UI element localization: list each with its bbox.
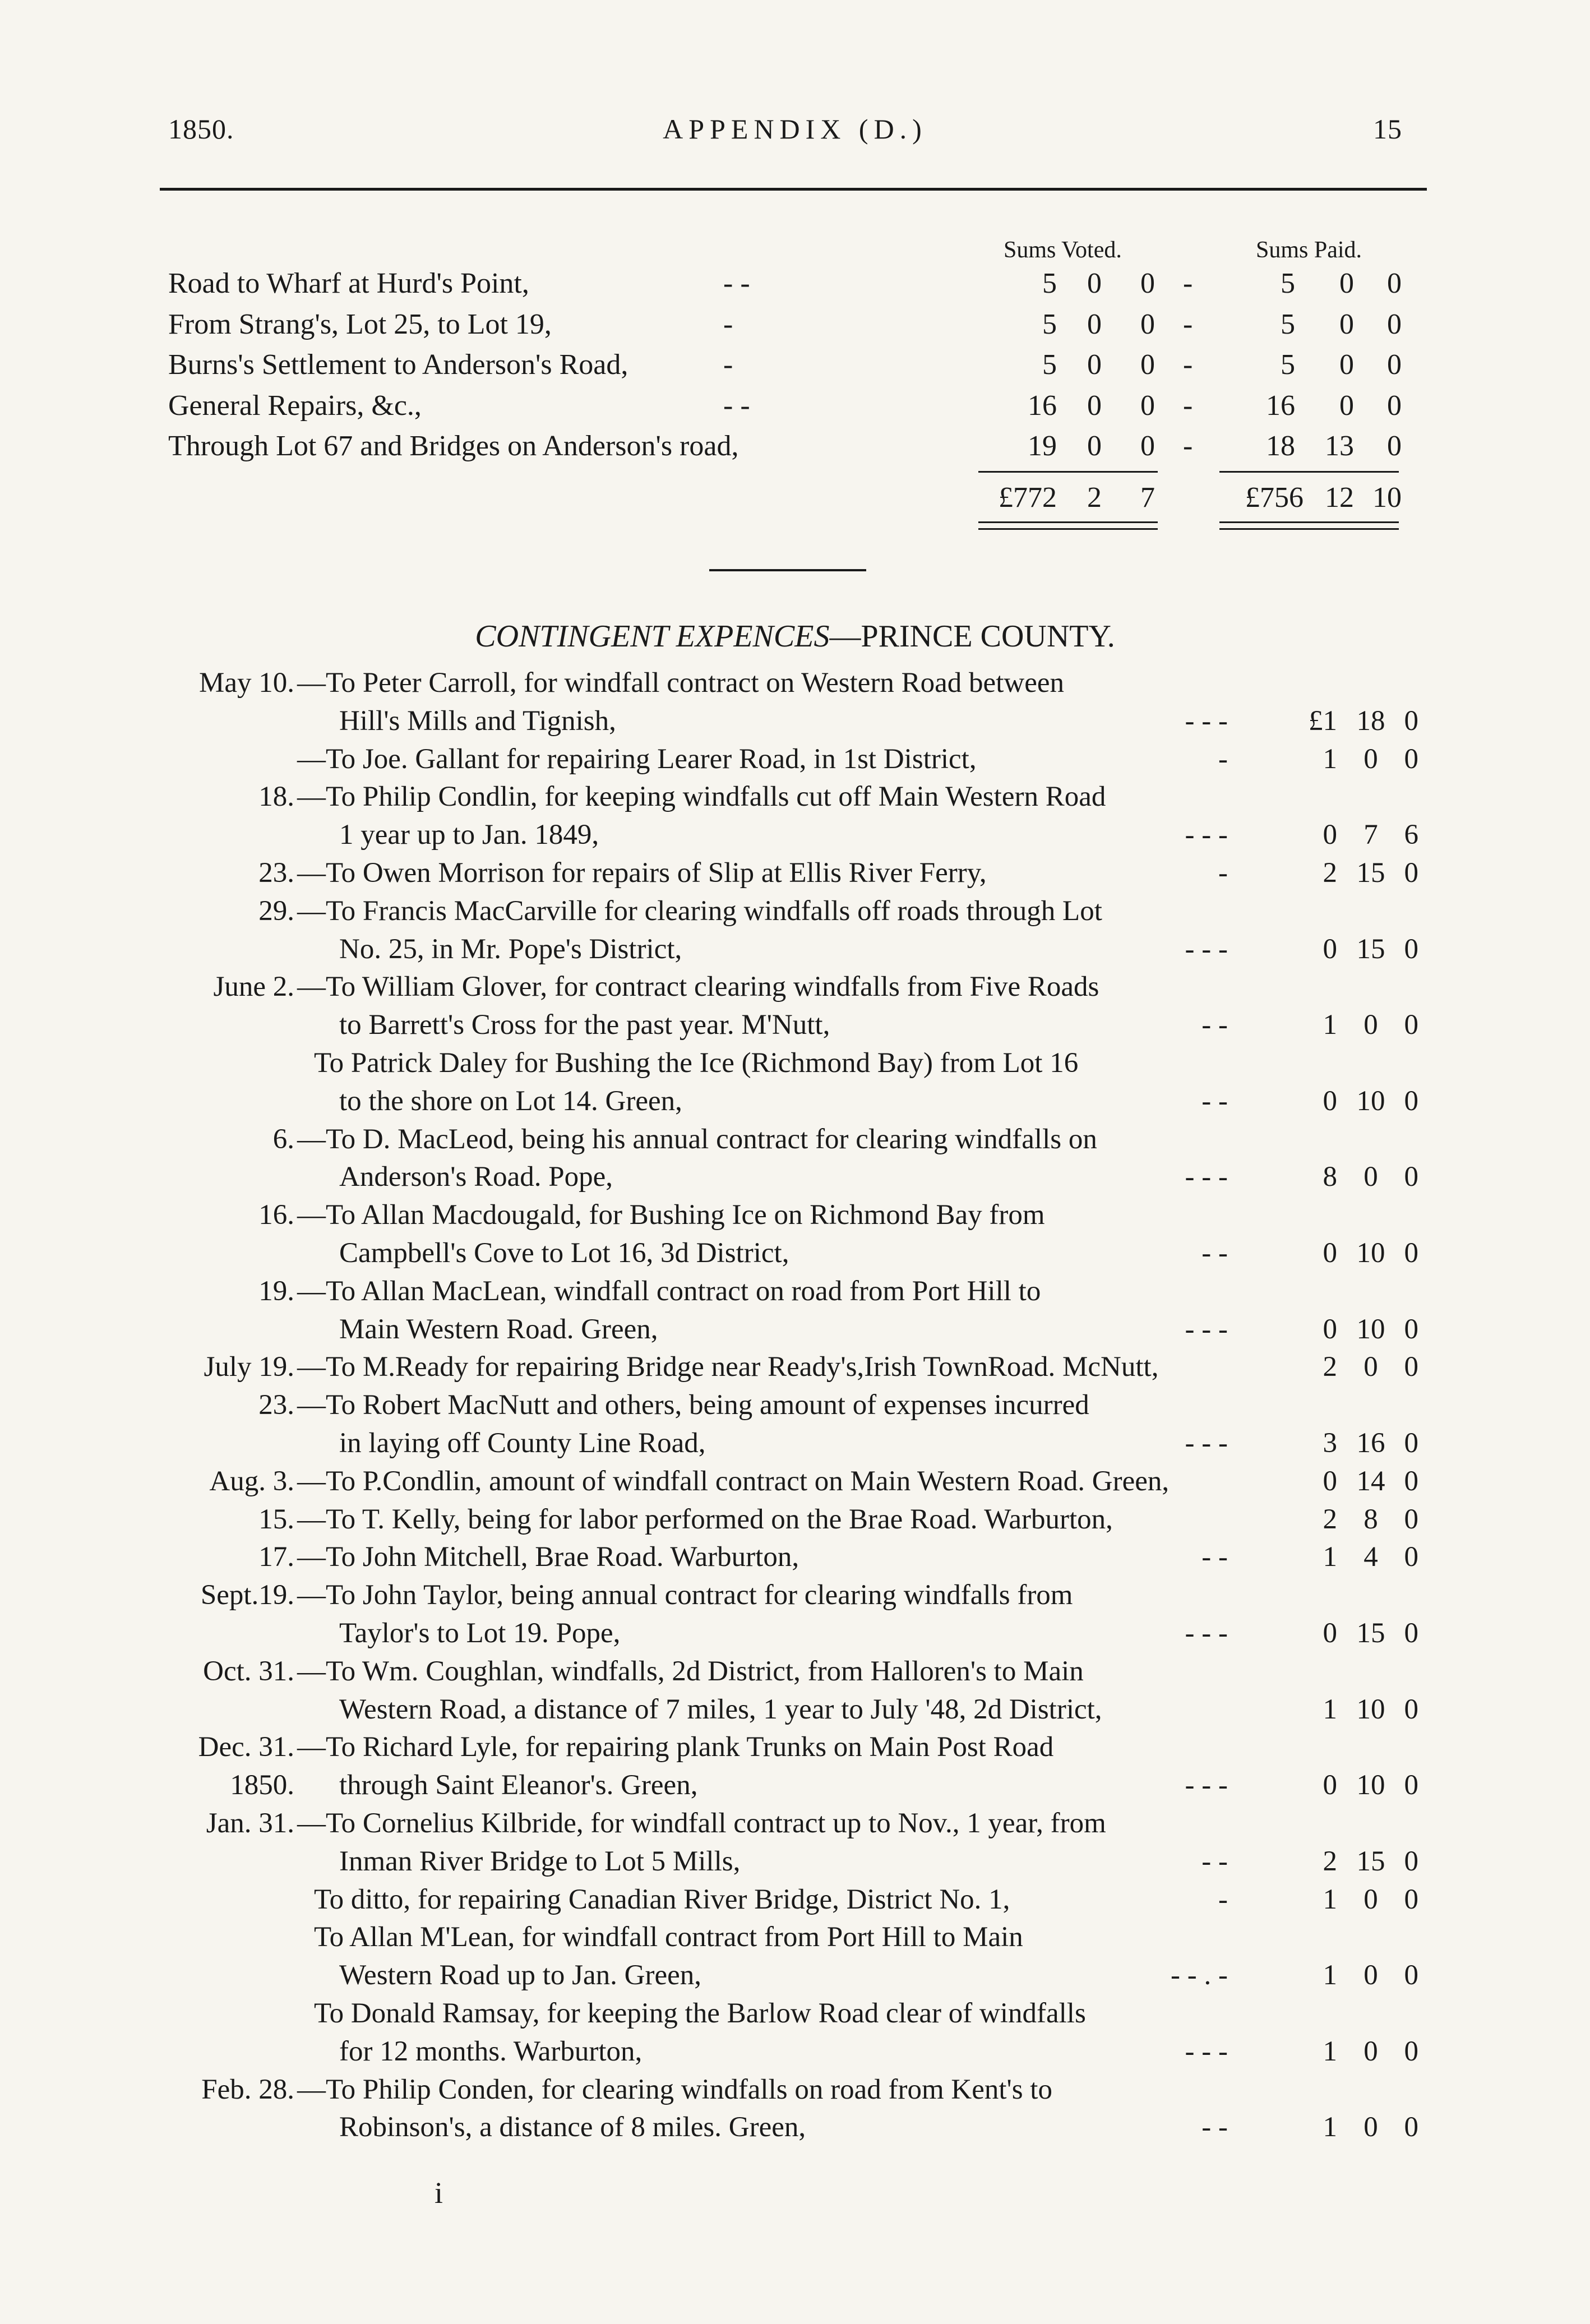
amount-pounds: 2 — [1323, 1503, 1337, 1535]
entry-text: —To Wm. Coughlan, windfalls, 2d District, from Halloren's to Main — [297, 1655, 1084, 1687]
amount-pounds: 0 — [1323, 1769, 1337, 1801]
amount-pounds: 1 — [1323, 1693, 1337, 1725]
amount-pence: 0 — [1404, 857, 1418, 889]
entry-date: June 2. — [213, 971, 294, 1003]
expense-entry — [0, 1045, 1590, 1083]
amount-shillings: 0 — [1363, 1161, 1378, 1193]
signature-mark: i — [435, 2176, 443, 2210]
entry-fill: - — [1218, 857, 1228, 889]
expense-entry — [0, 664, 1590, 703]
expense-entry — [0, 893, 1590, 931]
voted-shillings: 0 — [1087, 349, 1102, 381]
entry-date: 23. — [258, 857, 294, 889]
paid-pounds: 16 — [1266, 389, 1295, 422]
paid-shillings: 0 — [1339, 349, 1354, 381]
entry-date: Dec. 31. — [198, 1731, 294, 1763]
entry-text: —To Owen Morrison for repairs of Slip at Ellis River Ferry, — [297, 857, 987, 889]
amount-pounds: 1 — [1323, 1960, 1337, 1992]
amount-shillings: 0 — [1363, 2035, 1378, 2067]
amount-pounds: 1 — [1323, 2035, 1337, 2067]
voted-pence: 0 — [1140, 267, 1155, 299]
paid-shillings: 0 — [1339, 267, 1354, 299]
section-title-italic: CONTINGENT EXPENCES — [475, 619, 830, 654]
section-title — [0, 617, 1590, 656]
row-separator: - — [1183, 308, 1193, 340]
entry-fill: - - - — [1185, 1769, 1228, 1801]
amount-pence: 0 — [1404, 933, 1418, 965]
amount-pence: 0 — [1404, 1883, 1418, 1915]
voted-pounds: 5 — [1042, 308, 1057, 340]
voted-shillings: 0 — [1087, 389, 1102, 422]
entry-fill: - - — [1201, 1541, 1228, 1573]
page-number: 15 — [1373, 113, 1402, 145]
paid-pounds: 5 — [1281, 308, 1295, 340]
road-fill: - — [723, 308, 733, 340]
road-row — [0, 386, 1590, 426]
expense-entry — [0, 1767, 1590, 1805]
amount-pence: 0 — [1404, 2035, 1418, 2067]
amount-pence: 0 — [1404, 1503, 1418, 1535]
entry-text: Anderson's Road. Pope, — [339, 1161, 613, 1193]
road-row — [0, 264, 1590, 304]
paid-pence: 0 — [1387, 430, 1402, 462]
road-row — [0, 304, 1590, 345]
col-voted-heading: Sums Voted. — [1004, 237, 1122, 263]
entry-fill: - - — [1201, 1009, 1228, 1041]
entry-text: —To Philip Condlin, for keeping windfalls cut off Main Western Road — [297, 781, 1106, 813]
entry-text: —To T. Kelly, being for labor performed on the Brae Road. Warburton, — [297, 1503, 1113, 1535]
voted-pounds: 19 — [1028, 430, 1057, 462]
entry-text: Robinson's, a distance of 8 miles. Green, — [339, 2112, 806, 2143]
paid-pence: 0 — [1387, 349, 1402, 381]
expense-entry — [0, 968, 1590, 1006]
amount-pounds: 2 — [1323, 857, 1337, 889]
entry-fill: - - - — [1185, 2035, 1228, 2067]
entry-text: To Donald Ramsay, for keeping the Barlow Road clear of windfalls — [314, 1998, 1086, 2029]
entry-text: —To Philip Conden, for clearing windfalls on road from Kent's to — [297, 2073, 1052, 2105]
expense-entry — [0, 1957, 1590, 1995]
entry-date: 18. — [258, 781, 294, 813]
entry-fill: - - — [1201, 2112, 1228, 2143]
amount-pounds: 1 — [1323, 1541, 1337, 1573]
road-row — [0, 426, 1590, 466]
amount-pounds: 1 — [1323, 743, 1337, 775]
amount-pence: 0 — [1404, 1769, 1418, 1801]
expense-entry — [0, 703, 1590, 741]
expense-entry — [0, 1691, 1590, 1729]
row-separator: - — [1183, 389, 1193, 422]
entry-text: —To Robert MacNutt and others, being amount of expenses incurred — [297, 1389, 1089, 1421]
expense-entry — [0, 1425, 1590, 1463]
entry-text: To ditto, for repairing Canadian River Bridge, District No. 1, — [314, 1883, 1010, 1915]
paid-pence: 0 — [1387, 267, 1402, 299]
amount-shillings: 0 — [1363, 1960, 1378, 1992]
amount-shillings: 0 — [1363, 1009, 1378, 1041]
amount-pence: 0 — [1404, 1351, 1418, 1383]
amount-pence: 0 — [1404, 1009, 1418, 1041]
road-label: Burns's Settlement to Anderson's Road, — [168, 349, 628, 381]
entry-text: —To Cornelius Kilbride, for windfall contract up to Nov., 1 year, from — [297, 1808, 1106, 1839]
amount-pence: 0 — [1404, 1618, 1418, 1649]
total-rule-top-paid — [1219, 471, 1399, 473]
entry-text: in laying off County Line Road, — [339, 1427, 706, 1459]
amount-pounds: 8 — [1323, 1161, 1337, 1193]
entry-fill: - - - — [1185, 819, 1228, 851]
entry-fill: - - — [1201, 1237, 1228, 1269]
amount-shillings: 8 — [1363, 1503, 1378, 1535]
amount-shillings: 16 — [1356, 1427, 1385, 1459]
road-fill: - - — [723, 267, 750, 299]
amount-pounds: 1 — [1323, 2112, 1337, 2143]
amount-pounds: £1 — [1309, 705, 1337, 737]
amount-pence: 0 — [1404, 1085, 1418, 1117]
amount-pounds: 0 — [1323, 1465, 1337, 1497]
amount-pounds: 2 — [1323, 1845, 1337, 1877]
entry-text: Inman River Bridge to Lot 5 Mills, — [339, 1845, 741, 1877]
entry-text: —To P.Condlin, amount of windfall contract on Main Western Road. Green, — [297, 1465, 1170, 1497]
amount-shillings: 0 — [1363, 1883, 1378, 1915]
amount-shillings: 10 — [1356, 1085, 1385, 1117]
amount-shillings: 10 — [1356, 1237, 1385, 1269]
paid-pounds: 5 — [1281, 267, 1295, 299]
section-title-rest: —PRINCE COUNTY. — [829, 619, 1115, 654]
entry-text: To Patrick Daley for Bushing the Ice (Richmond Bay) from Lot 16 — [314, 1047, 1079, 1079]
row-separator: - — [1183, 349, 1193, 381]
amount-pounds: 2 — [1323, 1351, 1337, 1383]
amount-shillings: 14 — [1356, 1465, 1385, 1497]
paid-shillings: 0 — [1339, 389, 1354, 422]
entry-text: —To Allan MacLean, windfall contract on road from Port Hill to — [297, 1275, 1041, 1307]
amount-pence: 0 — [1404, 1161, 1418, 1193]
amount-pence: 0 — [1404, 1541, 1418, 1573]
total-rule-bottom-voted-2 — [978, 528, 1158, 530]
total-rule-bottom-voted-1 — [978, 521, 1158, 523]
amount-pounds: 1 — [1323, 1883, 1337, 1915]
road-label: Road to Wharf at Hurd's Point, — [168, 267, 529, 299]
entry-fill: - - - — [1185, 705, 1228, 737]
amount-shillings: 15 — [1356, 1845, 1385, 1877]
expense-entry — [0, 1463, 1590, 1501]
entry-date: Sept.19. — [200, 1579, 294, 1611]
entry-fill: - - - — [1185, 1618, 1228, 1649]
entry-date: Jan. 31. — [206, 1808, 294, 1839]
entry-date: 1850. — [230, 1769, 294, 1801]
voted-pence: 0 — [1140, 349, 1155, 381]
row-separator: - — [1183, 267, 1193, 299]
paid-pounds: 5 — [1281, 349, 1295, 381]
entry-date: May 10. — [199, 667, 294, 699]
expense-entry — [0, 1729, 1590, 1767]
entry-date: Feb. 28. — [201, 2073, 294, 2105]
expense-entry — [0, 1387, 1590, 1425]
expense-entry — [0, 1348, 1590, 1387]
entry-text: —To John Mitchell, Brae Road. Warburton, — [297, 1541, 799, 1573]
expense-entry — [0, 2071, 1590, 2109]
total-paid-shillings: 12 — [1325, 482, 1354, 514]
amount-shillings: 15 — [1356, 857, 1385, 889]
entry-date: 29. — [258, 895, 294, 927]
road-fill: - — [723, 349, 733, 381]
amount-pounds: 0 — [1323, 1237, 1337, 1269]
amount-pence: 0 — [1404, 1465, 1418, 1497]
entry-date: 17. — [258, 1541, 294, 1573]
section-divider — [709, 569, 866, 571]
header-year: 1850. — [168, 113, 234, 145]
expense-entry — [0, 1273, 1590, 1311]
expense-entry — [0, 1158, 1590, 1196]
expense-entry — [0, 854, 1590, 893]
entry-fill: - - — [1201, 1845, 1228, 1877]
expense-entry — [0, 1881, 1590, 1919]
entry-text: —To M.Ready for repairing Bridge near Ready's,Irish TownRoad. McNutt, — [297, 1351, 1159, 1383]
amount-pence: 0 — [1404, 1693, 1418, 1725]
paid-pence: 0 — [1387, 389, 1402, 422]
amount-pence: 0 — [1404, 1960, 1418, 1992]
entry-fill: - - - — [1185, 1427, 1228, 1459]
entry-text: —To Peter Carroll, for windfall contract on Western Road between — [297, 667, 1064, 699]
entry-text: No. 25, in Mr. Pope's District, — [339, 933, 682, 965]
entry-date: Aug. 3. — [209, 1465, 294, 1497]
amount-pounds: 1 — [1323, 1009, 1337, 1041]
amount-shillings: 0 — [1363, 1351, 1378, 1383]
amount-pence: 0 — [1404, 743, 1418, 775]
amount-shillings: 4 — [1363, 1541, 1378, 1573]
expense-entry — [0, 1121, 1590, 1159]
amount-pence: 0 — [1404, 1313, 1418, 1345]
amount-shillings: 10 — [1356, 1769, 1385, 1801]
voted-pence: 0 — [1140, 389, 1155, 422]
voted-pence: 0 — [1140, 430, 1155, 462]
voted-pounds: 5 — [1042, 267, 1057, 299]
expense-entry — [0, 741, 1590, 779]
entry-text: —To William Glover, for contract clearing windfalls from Five Roads — [297, 971, 1099, 1003]
expense-entry — [0, 1083, 1590, 1121]
amount-shillings: 18 — [1356, 705, 1385, 737]
entry-text: Campbell's Cove to Lot 16, 3d District, — [339, 1237, 789, 1269]
expense-entry — [0, 778, 1590, 816]
amount-pounds: 0 — [1323, 1313, 1337, 1345]
totals-row — [0, 478, 1590, 518]
entry-date: 23. — [258, 1389, 294, 1421]
entry-text: To Allan M'Lean, for windfall contract from Port Hill to Main — [314, 1921, 1023, 1953]
entry-text: Taylor's to Lot 19. Pope, — [339, 1618, 621, 1649]
amount-shillings: 15 — [1356, 1618, 1385, 1649]
expense-entry — [0, 1577, 1590, 1615]
voted-shillings: 0 — [1087, 430, 1102, 462]
amount-shillings: 10 — [1356, 1313, 1385, 1345]
entry-text: —To Richard Lyle, for repairing plank Trunks on Main Post Road — [297, 1731, 1054, 1763]
voted-pounds: 5 — [1042, 349, 1057, 381]
entry-date: 19. — [258, 1275, 294, 1307]
entry-text: 1 year up to Jan. 1849, — [339, 819, 599, 851]
expense-entry — [0, 1538, 1590, 1577]
total-rule-bottom-paid-1 — [1219, 521, 1399, 523]
total-rule-bottom-paid-2 — [1219, 528, 1399, 530]
amount-shillings: 7 — [1363, 819, 1378, 851]
expense-entry — [0, 1805, 1590, 1843]
entry-text: Western Road, a distance of 7 miles, 1 year to July '48, 2d District, — [339, 1693, 1102, 1725]
header-title: APPENDIX (D.) — [663, 113, 927, 145]
expense-entry — [0, 1196, 1590, 1235]
amount-pence: 0 — [1404, 1237, 1418, 1269]
amount-pounds: 3 — [1323, 1427, 1337, 1459]
road-label: From Strang's, Lot 25, to Lot 19, — [168, 308, 552, 340]
amount-shillings: 15 — [1356, 933, 1385, 965]
expense-entry — [0, 2033, 1590, 2071]
amount-pounds: 0 — [1323, 1085, 1337, 1117]
amount-pounds: 0 — [1323, 819, 1337, 851]
entry-fill: - — [1218, 743, 1228, 775]
expense-entry — [0, 1006, 1590, 1045]
entry-text: Hill's Mills and Tignish, — [339, 705, 616, 737]
total-voted-pounds: £772 — [999, 482, 1057, 514]
paid-shillings: 0 — [1339, 308, 1354, 340]
total-paid-pounds: £756 — [1245, 482, 1304, 514]
entry-text: Western Road up to Jan. Green, — [339, 1960, 701, 1992]
expense-entry — [0, 1311, 1590, 1349]
amount-pounds: 0 — [1323, 1618, 1337, 1649]
amount-shillings: 10 — [1356, 1693, 1385, 1725]
amount-pence: 0 — [1404, 1845, 1418, 1877]
entry-text: —To Joe. Gallant for repairing Learer Road, in 1st District, — [297, 743, 977, 775]
entry-text: for 12 months. Warburton, — [339, 2035, 643, 2067]
entry-date: 16. — [258, 1199, 294, 1231]
entry-fill: - — [1218, 1883, 1228, 1915]
paid-pounds: 18 — [1266, 430, 1295, 462]
amount-pence: 0 — [1404, 2112, 1418, 2143]
amount-shillings: 0 — [1363, 2112, 1378, 2143]
entry-date: July 19. — [204, 1351, 294, 1383]
voted-pounds: 16 — [1028, 389, 1057, 422]
col-paid-heading: Sums Paid. — [1256, 237, 1362, 263]
header-rule — [160, 188, 1427, 191]
expense-entry — [0, 1235, 1590, 1273]
entry-text: Main Western Road. Green, — [339, 1313, 658, 1345]
voted-pence: 0 — [1140, 308, 1155, 340]
entry-date: Oct. 31. — [203, 1655, 294, 1687]
road-label: General Repairs, &c., — [168, 389, 422, 422]
amount-shillings: 0 — [1363, 743, 1378, 775]
expense-entry — [0, 1501, 1590, 1539]
expense-entry — [0, 1919, 1590, 1957]
amount-pence: 6 — [1404, 819, 1418, 851]
total-voted-shillings: 2 — [1087, 482, 1102, 514]
expense-entry — [0, 1615, 1590, 1653]
entry-text: —To D. MacLeod, being his annual contract for clearing windfalls on — [297, 1123, 1097, 1155]
expense-entry — [0, 931, 1590, 969]
entry-fill: - - - — [1185, 1313, 1228, 1345]
expense-entry — [0, 1995, 1590, 2033]
entry-date: 6. — [272, 1123, 294, 1155]
entry-date: 15. — [258, 1503, 294, 1535]
total-paid-pence: 10 — [1372, 482, 1402, 514]
entry-fill: - - - — [1185, 933, 1228, 965]
expense-entry — [0, 2109, 1590, 2147]
expense-entry — [0, 1843, 1590, 1881]
entry-text: —To John Taylor, being annual contract for clearing windfalls from — [297, 1579, 1073, 1611]
row-separator: - — [1183, 430, 1193, 462]
paid-shillings: 13 — [1325, 430, 1354, 462]
amount-pounds: 0 — [1323, 933, 1337, 965]
entry-fill: - - . - — [1171, 1960, 1228, 1992]
entry-fill: - - — [1201, 1085, 1228, 1117]
total-rule-top-voted — [978, 471, 1158, 473]
entry-text: —To Francis MacCarville for clearing windfalls off roads through Lot — [297, 895, 1102, 927]
road-row — [0, 345, 1590, 385]
road-fill: - - — [723, 389, 750, 422]
expense-entry — [0, 816, 1590, 854]
voted-shillings: 0 — [1087, 308, 1102, 340]
road-label: Through Lot 67 and Bridges on Anderson's road, — [168, 430, 739, 462]
voted-shillings: 0 — [1087, 267, 1102, 299]
amount-pence: 0 — [1404, 1427, 1418, 1459]
entry-fill: - - - — [1185, 1161, 1228, 1193]
entry-text: to the shore on Lot 14. Green, — [339, 1085, 682, 1117]
entry-text: to Barrett's Cross for the past year. M'Nutt, — [339, 1009, 830, 1041]
total-voted-pence: 7 — [1140, 482, 1155, 514]
entry-text: —To Allan Macdougald, for Bushing Ice on Richmond Bay from — [297, 1199, 1045, 1231]
expense-entry — [0, 1653, 1590, 1691]
amount-pence: 0 — [1404, 705, 1418, 737]
entry-text: through Saint Eleanor's. Green, — [339, 1769, 698, 1801]
paid-pence: 0 — [1387, 308, 1402, 340]
